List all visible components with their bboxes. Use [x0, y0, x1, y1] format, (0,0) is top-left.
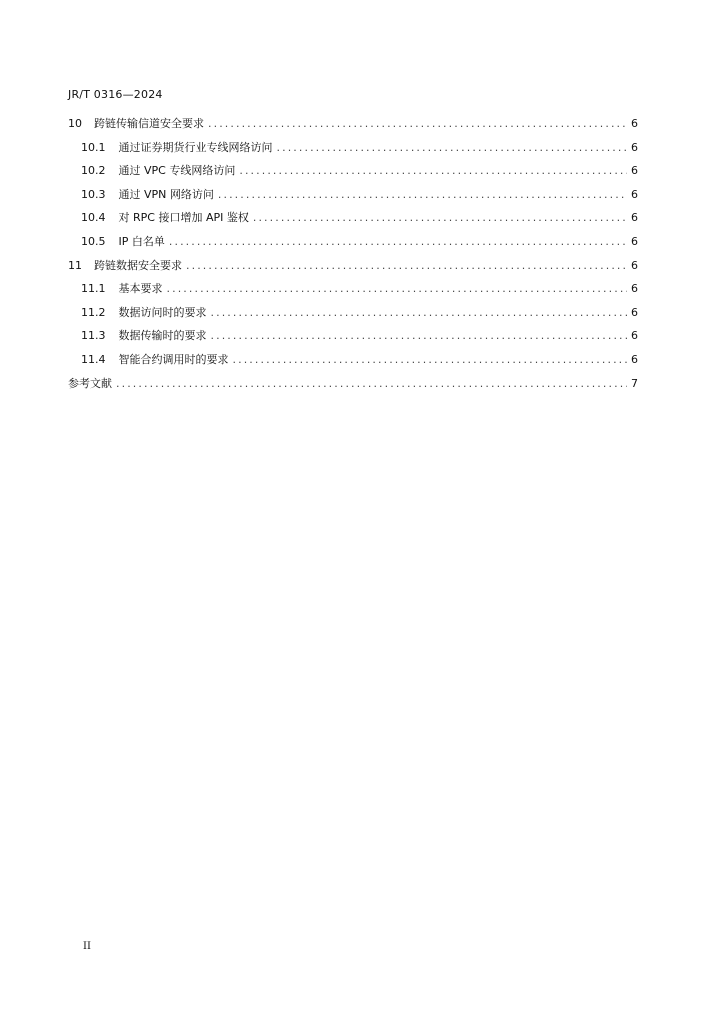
toc-entry-title: IP 白名单: [118, 234, 165, 248]
toc-entry-title: 数据传输时的要求: [118, 329, 207, 343]
table-of-contents: [68, 117, 638, 400]
toc-entry[interactable]: [68, 117, 638, 141]
toc-entry-page: 6: [631, 352, 638, 366]
toc-entry-number: 10.2: [81, 164, 106, 178]
toc-leader-dots: [167, 282, 628, 296]
toc-entry-page: 6: [631, 117, 638, 130]
toc-entry-title: 通过 VPC 专线网络访问: [118, 164, 236, 178]
toc-entry-page: 6: [631, 258, 638, 272]
toc-leader-dots: [211, 306, 628, 320]
toc-leader-dots: [116, 377, 627, 391]
toc-entry[interactable]: [68, 235, 638, 259]
toc-entry-page: 6: [631, 187, 638, 201]
page-number: II: [83, 941, 91, 952]
toc-leader-dots: [169, 235, 627, 249]
toc-entry[interactable]: [68, 164, 638, 188]
toc-entry[interactable]: [68, 306, 638, 330]
toc-leader-dots: [211, 329, 628, 343]
toc-leader-dots: [239, 164, 627, 178]
toc-leader-dots: [208, 117, 627, 131]
toc-entry-title: 对 RPC 接口增加 API 鉴权: [118, 211, 249, 225]
toc-entry[interactable]: [68, 188, 638, 212]
toc-entry-title: 跨链数据安全要求: [94, 258, 182, 272]
toc-entry[interactable]: [68, 329, 638, 353]
toc-entry-number: 11.4: [81, 352, 106, 366]
toc-entry-number: 11: [68, 258, 82, 272]
toc-entry-number: 10.4: [81, 211, 106, 225]
toc-entry-number: 10: [68, 117, 82, 130]
toc-entry-page: 6: [631, 164, 638, 178]
toc-entry[interactable]: [68, 141, 638, 165]
toc-entry-page: 6: [631, 211, 638, 225]
toc-entry-number: 10.3: [81, 187, 106, 201]
toc-entry[interactable]: [68, 353, 638, 377]
toc-entry-page: 6: [631, 140, 638, 154]
toc-entry[interactable]: [68, 282, 638, 306]
toc-entry-page: 7: [631, 376, 638, 390]
toc-entry-title: 跨链传输信道安全要求: [94, 117, 204, 130]
toc-entry-number: 10.1: [81, 140, 106, 154]
toc-entry-title: 通过 VPN 网络访问: [118, 187, 214, 201]
toc-entry-title: 智能合约调用时的要求: [118, 352, 229, 366]
toc-entry-title: 参考文献: [68, 376, 112, 390]
toc-entry-title: 通过证券期货行业专线网络访问: [118, 140, 273, 154]
toc-entry-number: 11.2: [81, 305, 106, 319]
toc-entry[interactable]: [68, 259, 638, 283]
toc-entry[interactable]: [68, 377, 638, 401]
toc-entry-page: 6: [631, 234, 638, 248]
toc-entry-title: 基本要求: [118, 282, 163, 296]
toc-leader-dots: [186, 259, 627, 273]
toc-entry-number: 11.3: [81, 329, 106, 343]
toc-leader-dots: [253, 211, 627, 225]
toc-entry-number: 10.5: [81, 234, 106, 248]
toc-entry-page: 6: [631, 305, 638, 319]
toc-entry[interactable]: [68, 211, 638, 235]
toc-entry-page: 6: [631, 282, 638, 296]
toc-leader-dots: [277, 141, 628, 155]
toc-leader-dots: [233, 353, 628, 367]
toc-entry-title: 数据访问时的要求: [118, 305, 207, 319]
toc-entry-number: 11.1: [81, 282, 106, 296]
document-code: JR/T 0316—2024: [68, 88, 163, 101]
toc-entry-page: 6: [631, 329, 638, 343]
toc-leader-dots: [218, 188, 627, 202]
